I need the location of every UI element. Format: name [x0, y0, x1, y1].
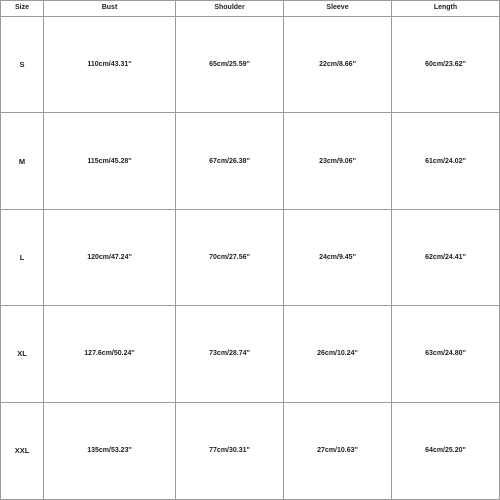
table-cell-size: XL — [1, 306, 44, 402]
table-cell-bust: 127.6cm/50.24'' — [44, 306, 176, 402]
table-cell-sleeve: 23cm/9.06'' — [284, 113, 392, 209]
table-cell-bust: 135cm/53.23'' — [44, 403, 176, 499]
table-cell-shoulder: 65cm/25.59'' — [176, 17, 284, 113]
table-cell-sleeve: 22cm/8.66'' — [284, 17, 392, 113]
header-bust: Bust — [44, 1, 176, 17]
header-size: Size — [1, 1, 44, 17]
header-shoulder: Shoulder — [176, 1, 284, 17]
table-cell-sleeve: 24cm/9.45'' — [284, 210, 392, 306]
table-cell-size: XXL — [1, 403, 44, 499]
header-length: Length — [392, 1, 499, 17]
table-cell-bust: 110cm/43.31'' — [44, 17, 176, 113]
table-cell-length: 64cm/25.20'' — [425, 447, 466, 455]
table-cell-size: S — [1, 17, 44, 113]
table-cell-sleeve: 27cm/10.63'' — [284, 403, 392, 499]
table-cell-shoulder: 77cm/30.31'' — [176, 403, 284, 499]
table-cell-bust: 120cm/47.24'' — [44, 210, 176, 306]
table-cell-bust: 115cm/45.28'' — [44, 113, 176, 209]
table-cell-size: L — [1, 210, 44, 306]
table-cell-size: M — [1, 113, 44, 209]
table-cell-length: 62cm/24.41'' — [392, 210, 499, 306]
table-cell-shoulder: 70cm/27.56'' — [176, 210, 284, 306]
table-cell-shoulder: 67cm/26.38'' — [176, 113, 284, 209]
table-cell-shoulder: 73cm/28.74'' — [176, 306, 284, 402]
table-cell-length: 63cm/24.80'' — [392, 306, 499, 402]
table-cell-length: 60cm/23.62'' — [392, 17, 499, 113]
table-cell-length: 61cm/24.02'' — [392, 113, 499, 209]
header-sleeve: Sleeve — [284, 1, 392, 17]
table-cell-sleeve: 26cm/10.24'' — [284, 306, 392, 402]
